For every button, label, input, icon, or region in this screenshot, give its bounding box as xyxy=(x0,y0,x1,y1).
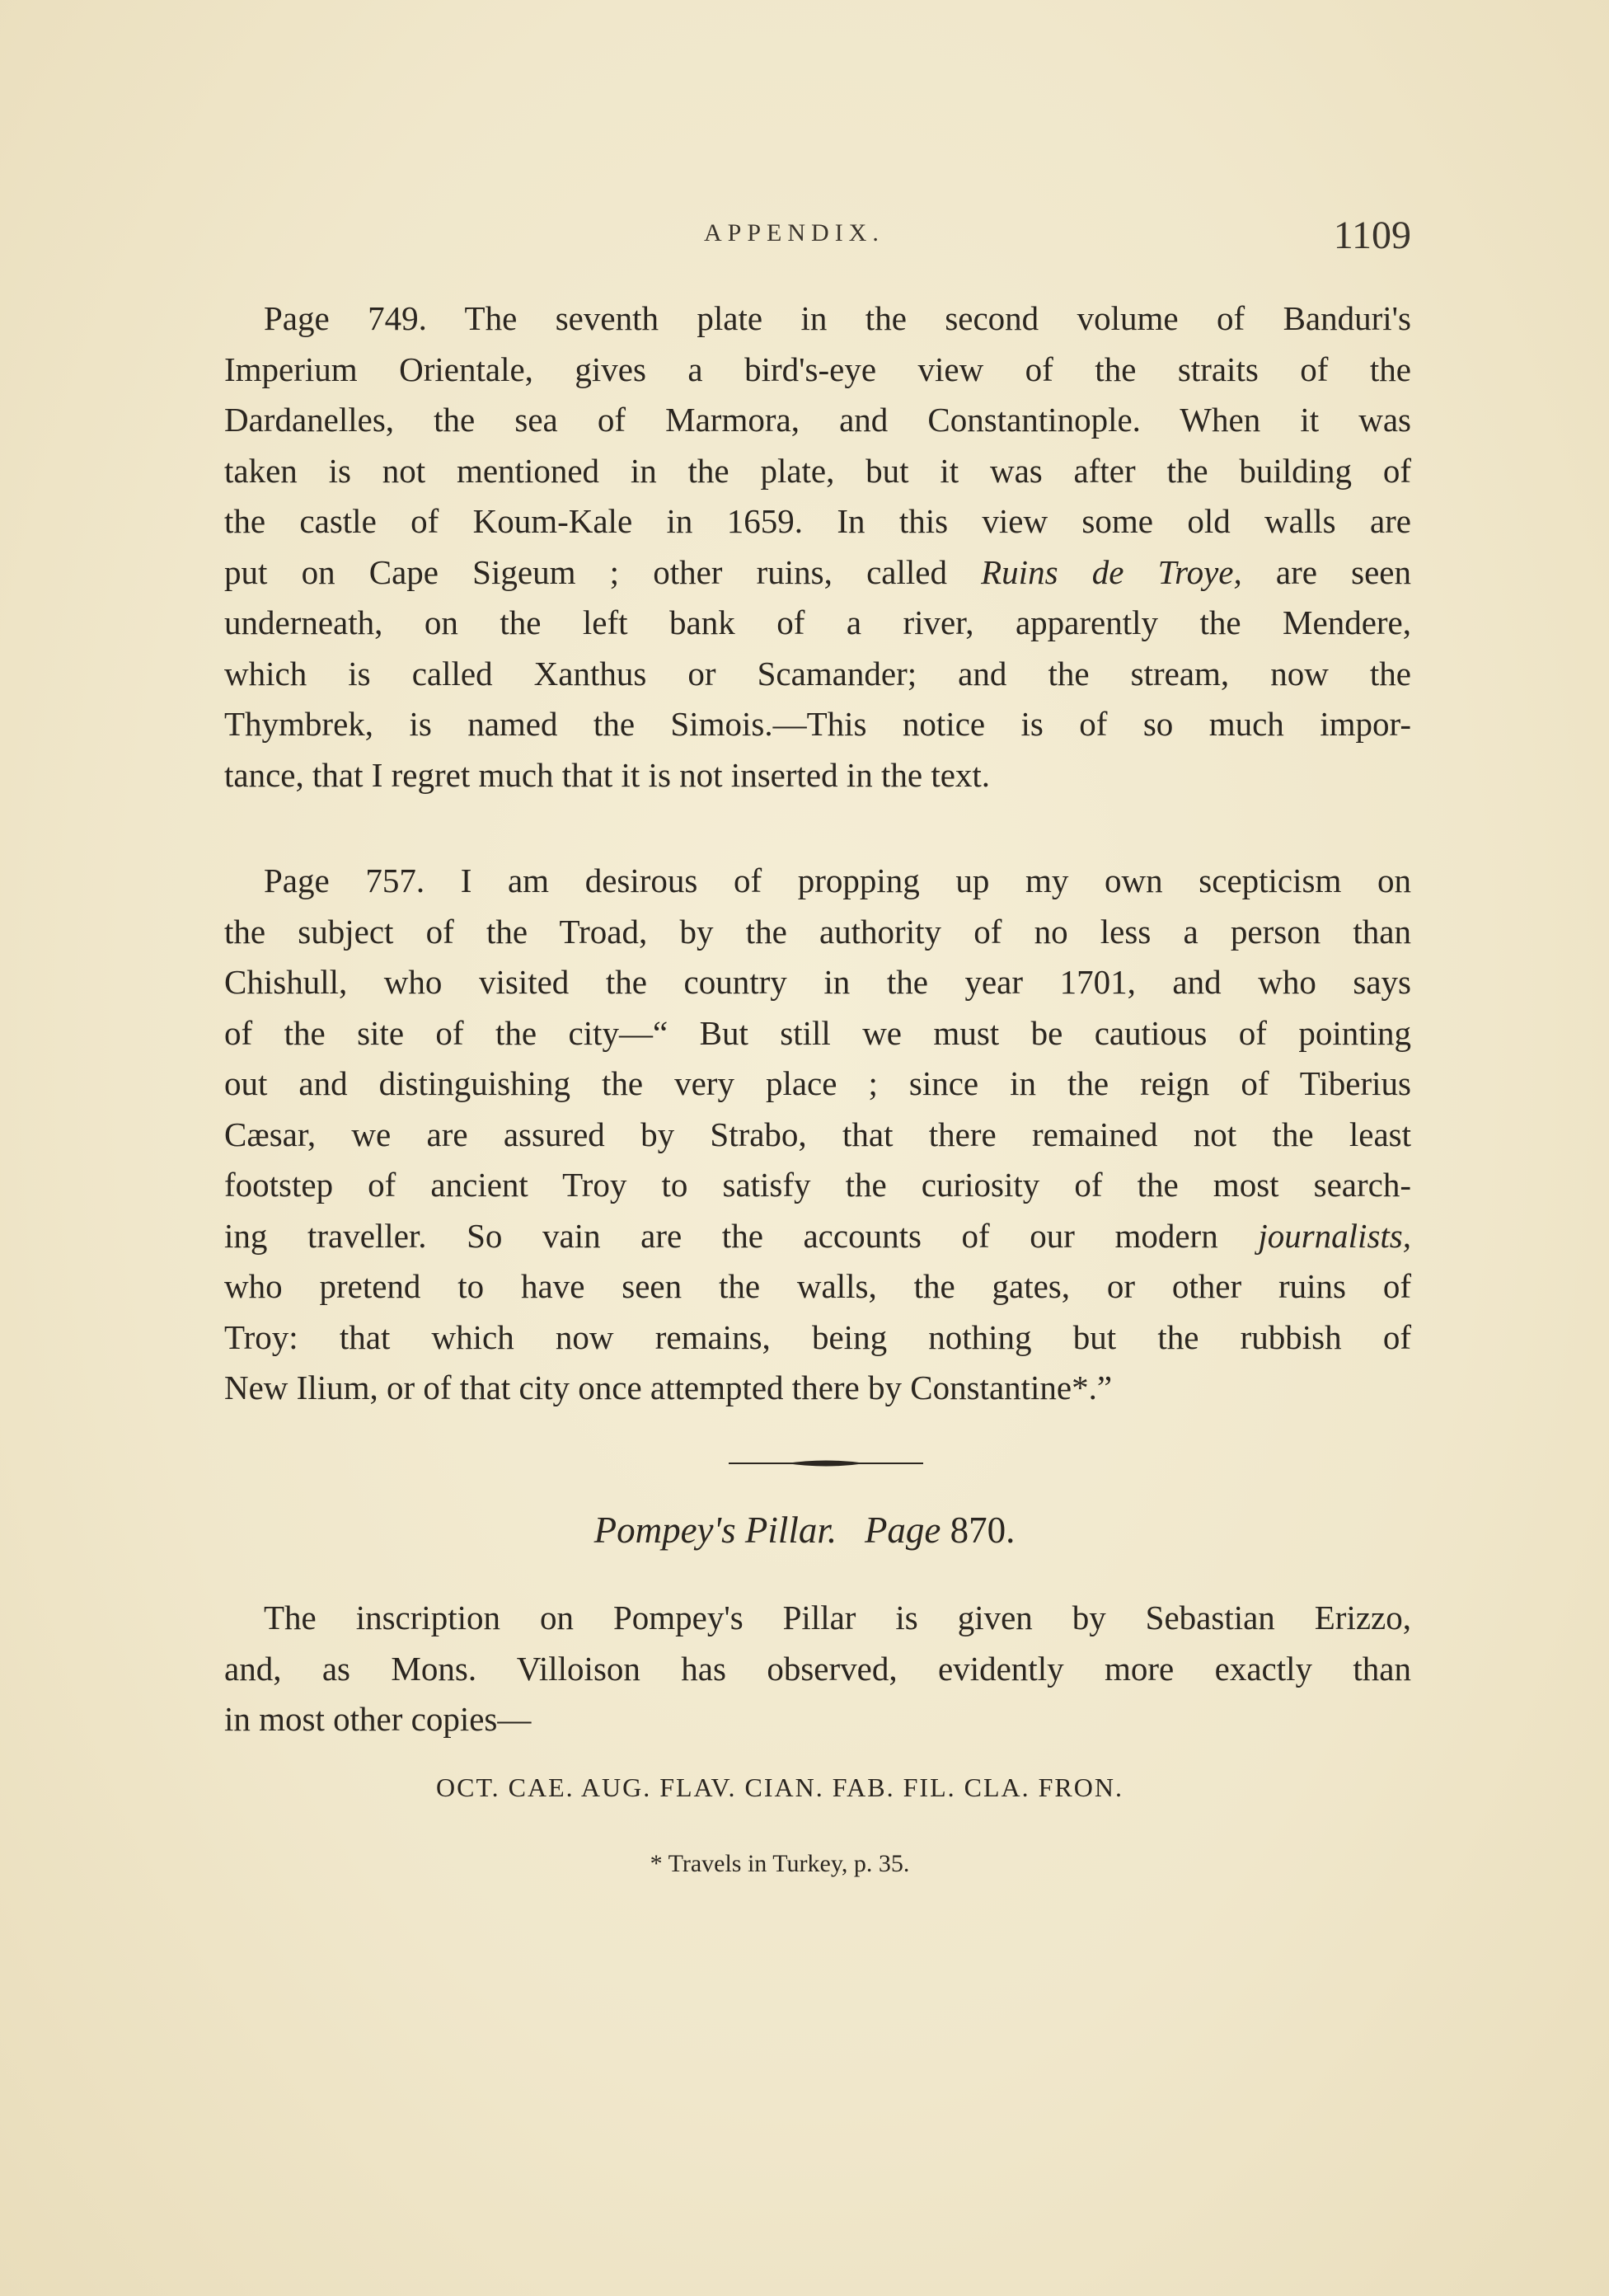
text-line: and, as Mons. Villoison has observed, evidently more exactly than xyxy=(224,1649,1411,1688)
text-line: footstep of ancient Troy to satisfy the curiosity of the most search- xyxy=(224,1166,1411,1204)
italic-word: journalists, xyxy=(1258,1216,1411,1255)
text-segment: ing traveller. So vain are the accounts of our modern xyxy=(224,1216,1218,1255)
section-title: Pompey's Pillar. xyxy=(593,1510,837,1551)
text-line: Page 749. The seventh plate in the second volume of Banduri's xyxy=(264,299,1411,337)
text-line: who pretend to have seen the walls, the gates, or other ruins of xyxy=(224,1267,1411,1305)
text-line: Troy: that which now remains, being nothing but the rubbish of xyxy=(224,1317,1411,1356)
text-line: taken is not mentioned in the plate, but it was after the building of xyxy=(224,451,1411,490)
running-head: APPENDIX. xyxy=(704,219,884,247)
paragraph-pompeys-pillar xyxy=(224,1593,1411,1745)
text-line-with-italic xyxy=(224,1211,1411,1262)
footnote: * Travels in Turkey, p. 35. xyxy=(650,1850,910,1877)
text-line: Dardanelles, the sea of Marmora, and Constantinople. When it was xyxy=(224,401,1411,439)
text-line: Page 757. I am desirous of propping up my own scepticism on xyxy=(264,862,1411,899)
page-header xyxy=(224,213,1411,262)
text-segment: put on Cape Sigeum ; other ruins, called xyxy=(224,552,947,591)
section-page-label: Page xyxy=(864,1510,941,1551)
text-line: out and distinguishing the very place ; since in the reign of Tiberius xyxy=(224,1064,1411,1102)
paragraph-page-757 xyxy=(224,856,1411,1414)
text-line: New Ilium, or of that city once attempted there by Constantine*.” xyxy=(224,1369,1113,1406)
text-line: the subject of the Troad, by the authority of no less a person than xyxy=(224,912,1411,951)
text-line: Cæsar, we are assured by Strabo, that there remained not the least xyxy=(224,1115,1411,1153)
text-line: of the site of the city—“ But still we must be cautious of pointing xyxy=(224,1013,1411,1052)
text-segment: are seen xyxy=(1275,552,1411,591)
text-line: underneath, on the left bank of a river, apparently the Mendere, xyxy=(224,603,1411,641)
section-heading xyxy=(0,1509,1609,1552)
section-divider-ornament xyxy=(729,1458,923,1469)
text-line: The inscription on Pompey's Pillar is given by Sebastian Erizzo, xyxy=(264,1599,1411,1636)
text-line: the castle of Koum-Kale in 1659. In this view some old walls are xyxy=(224,502,1411,540)
text-line: which is called Xanthus or Scamander; and the stream, now the xyxy=(224,654,1411,693)
text-line: Chishull, who visited the country in the year 1701, and who says xyxy=(224,963,1411,1001)
page-number: 1109 xyxy=(1333,214,1411,257)
italic-phrase: Ruins de Troye, xyxy=(981,552,1242,591)
text-line: in most other copies— xyxy=(224,1700,532,1738)
text-line-with-italic xyxy=(224,547,1411,599)
paragraph-page-749 xyxy=(224,293,1411,801)
text-line: Imperium Orientale, gives a bird's-eye view of the straits of the xyxy=(224,350,1411,388)
text-line: Thymbrek, is named the Simois.—This notice is of so much impor- xyxy=(224,705,1411,743)
section-page-number: 870. xyxy=(950,1510,1016,1551)
text-line: tance, that I regret much that it is not inserted in the text. xyxy=(224,755,991,794)
pillar-inscription: OCT. CAE. AUG. FLAV. CIAN. FAB. FIL. CLA. FRON. xyxy=(436,1772,1123,1802)
